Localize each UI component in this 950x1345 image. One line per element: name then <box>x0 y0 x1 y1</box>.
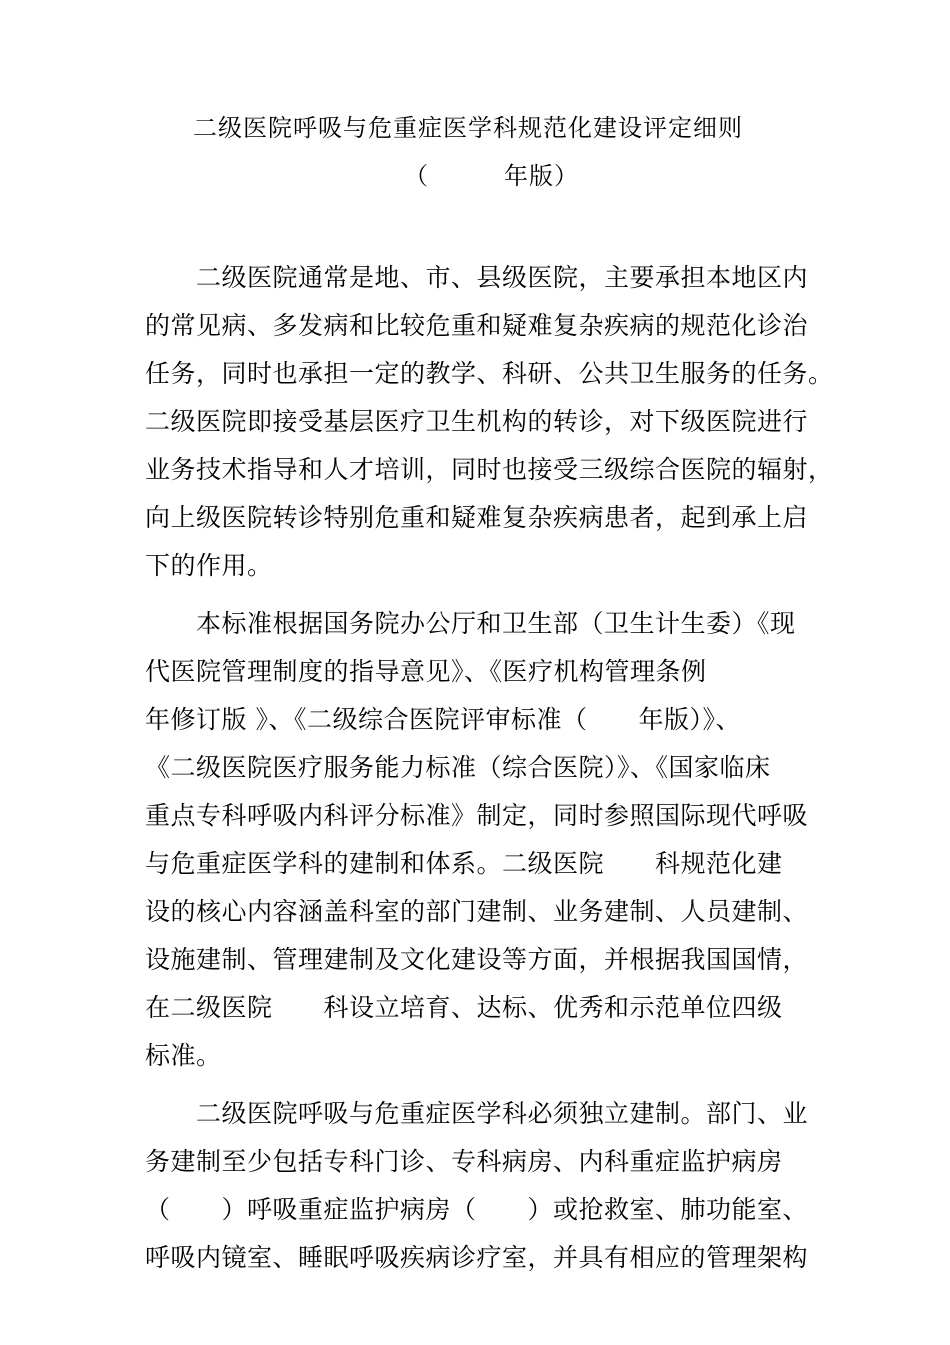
paragraph-line: 向上级医院转诊特别危重和疑难复杂疾病患者，起到承上启 <box>145 503 809 532</box>
paragraph-line: 《二级医院医疗服务能力标准（综合医院）》、《国家临床 <box>145 753 771 782</box>
paragraph-line: 本标准根据国务院办公厅和卫生部（卫生计生委）《现 <box>196 609 796 638</box>
paragraph-line: （ ）呼吸重症监护病房（ ）或抢救室、肺功能室、 <box>145 1195 809 1224</box>
paragraph-line: 呼吸内镜室、睡眠呼吸疾病诊疗室，并具有相应的管理架构 <box>145 1243 809 1272</box>
paragraph-line: 代医院管理制度的指导意见》、《医疗机构管理条例 <box>145 657 707 686</box>
paragraph-line: 的常见病、多发病和比较危重和疑难复杂疾病的规范化诊治 <box>145 311 809 340</box>
paragraph-line: 标准。 <box>145 1041 222 1070</box>
paragraph-line: 下的作用。 <box>145 551 273 580</box>
paragraph-line: 在二级医院 科设立培育、达标、优秀和示范单位四级 <box>145 993 783 1022</box>
paragraph-line: 任务，同时也承担一定的教学、科研、公共卫生服务的任务。 <box>145 359 834 388</box>
paragraph-line: 业务技术指导和人才培训，同时也接受三级综合医院的辐射， <box>145 455 834 484</box>
paragraph-line: 重点专科呼吸内科评分标准》制定，同时参照国际现代呼吸 <box>145 801 809 830</box>
paragraph-line: 与危重症医学科的建制和体系。二级医院 科规范化建 <box>145 849 783 878</box>
paragraph-line: 二级医院呼吸与危重症医学科必须独立建制。部门、业 <box>196 1099 809 1128</box>
paragraph-line: 二级医院即接受基层医疗卫生机构的转诊，对下级医院进行 <box>145 407 809 436</box>
paragraph-line: 二级医院通常是地、市、县级医院，主要承担本地区内 <box>196 263 809 292</box>
document-title: 二级医院呼吸与危重症医学科规范化建设评定细则 <box>193 114 743 142</box>
document-subtitle: （ 年版） <box>404 162 579 190</box>
paragraph-line: 设的核心内容涵盖科室的部门建制、业务建制、人员建制、 <box>145 897 809 926</box>
paragraph-line: 设施建制、管理建制及文化建设等方面，并根据我国国情， <box>145 945 809 974</box>
paragraph-line: 年修订版 》、《二级综合医院评审标准（ 年版）》、 <box>145 705 741 734</box>
paragraph-line: 务建制至少包括专科门诊、专科病房、内科重症监护病房 <box>145 1147 783 1176</box>
